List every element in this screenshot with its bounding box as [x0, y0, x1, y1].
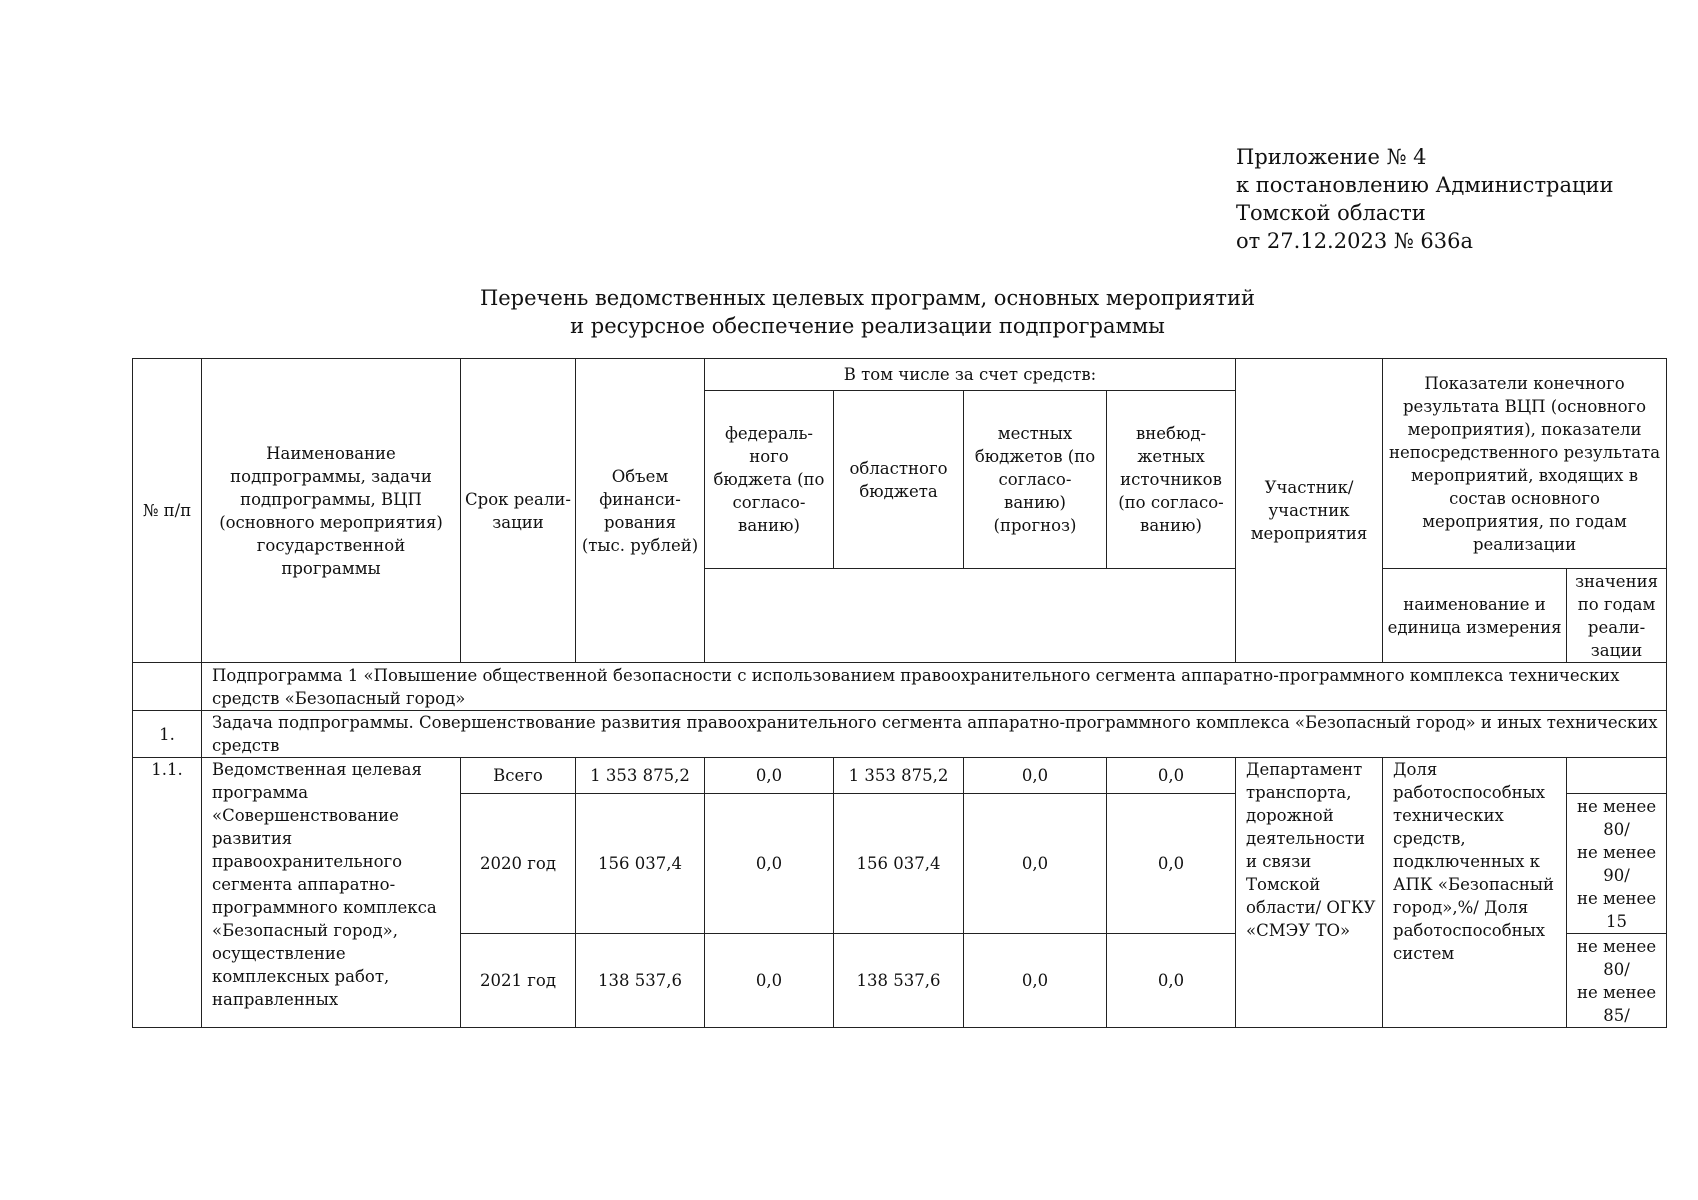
- document-title: [0, 284, 1698, 340]
- row-extra: 0,0: [1107, 794, 1236, 934]
- subprogram-row: Подпрограмма 1 «Повышение общественной безопасности с использованием правоохранительного сегмента аппаратно-программного комплекса технических средств «Безопасный город»: [202, 663, 1667, 711]
- row-volume: 138 537,6: [576, 934, 705, 1028]
- header-extra: внебюд-жетных источников (по согласо-ванию): [1107, 391, 1236, 569]
- header-regional: областного бюджета: [834, 391, 964, 569]
- row-local: 0,0: [964, 794, 1107, 934]
- header-participant: Участник/ участник мероприятия: [1236, 359, 1383, 663]
- row-values: [1567, 934, 1667, 1028]
- row-regional: 1 353 875,2: [834, 758, 964, 794]
- task-num: 1.: [133, 711, 202, 758]
- subprogram-num: [133, 663, 202, 711]
- appendix-line: к постановлению Администрации: [1236, 173, 1614, 197]
- appendix-line: Приложение № 4: [1236, 145, 1427, 169]
- header-num: № п/п: [133, 359, 202, 663]
- row-volume: 1 353 875,2: [576, 758, 705, 794]
- header-indicator-name: наименование и единица измерения: [1383, 569, 1567, 663]
- value-line: не менее: [1576, 982, 1657, 1002]
- header-name: Наименование подпрограммы, задачи подпрограммы, ВЦП (основного мероприятия) государственной программы: [202, 359, 461, 663]
- row-federal: 0,0: [705, 794, 834, 934]
- item-name: Ведомственная целевая программа «Совершенствование развития правоохранительного сегмента аппаратно-программного комплекса «Безопасный город», осуществление комплексных работ, направленных: [202, 758, 461, 1028]
- header-indicator-values: значения по годам реали-зации: [1567, 569, 1667, 663]
- program-table: [132, 358, 1667, 1028]
- row-regional: 138 537,6: [834, 934, 964, 1028]
- appendix-line: Томской области: [1236, 201, 1426, 225]
- header-federal: федераль-ного бюджета (по согласо-ванию): [705, 391, 834, 569]
- value-line: не менее: [1576, 888, 1657, 908]
- item-num: 1.1.: [133, 758, 202, 1028]
- row-term: Всего: [461, 758, 576, 794]
- value-line: 15: [1606, 911, 1628, 931]
- header-local: местных бюджетов (по согласо-ванию) (прогноз): [964, 391, 1107, 569]
- title-line: и ресурсное обеспечение реализации подпрограммы: [570, 314, 1165, 338]
- appendix-block: [1236, 143, 1614, 255]
- row-extra: 0,0: [1107, 758, 1236, 794]
- value-line: 85/: [1603, 1005, 1630, 1025]
- row-extra: 0,0: [1107, 934, 1236, 1028]
- row-local: 0,0: [964, 934, 1107, 1028]
- row-volume: 156 037,4: [576, 794, 705, 934]
- task-row: Задача подпрограммы. Совершенствование развития правоохранительного сегмента аппаратно-программного комплекса «Безопасный город» и иных технических средств: [202, 711, 1667, 758]
- item-participant: Департамент транспорта, дорожной деятельности и связи Томской области/ ОГКУ «СМЭУ ТО»: [1236, 758, 1383, 1028]
- value-line: 90/: [1603, 865, 1630, 885]
- row-term: 2020 год: [461, 794, 576, 934]
- row-federal: 0,0: [705, 934, 834, 1028]
- item-indicator: Доля работоспособных технических средств, подключенных к АПК «Безопасный город»,%/ Доля работоспособных систем: [1383, 758, 1567, 1028]
- header-term: Срок реали-зации: [461, 359, 576, 663]
- row-local: 0,0: [964, 758, 1107, 794]
- value-line: 80/: [1603, 959, 1630, 979]
- header-including: В том числе за счет средств:: [705, 359, 1236, 391]
- row-term: 2021 год: [461, 934, 576, 1028]
- row-values: [1567, 758, 1667, 794]
- header-indicators: Показатели конечного результата ВЦП (основного мероприятия), показатели непосредственного результата мероприятий, входящих в состав основного мероприятия, по годам реализации: [1383, 359, 1667, 569]
- title-line: Перечень ведомственных целевых программ, основных мероприятий: [479, 286, 1256, 310]
- appendix-line: от 27.12.2023 № 636а: [1236, 229, 1473, 253]
- value-line: не менее: [1576, 796, 1657, 816]
- value-line: не менее: [1576, 842, 1657, 862]
- header-volume: Объем финанси-рования (тыс. рублей): [576, 359, 705, 663]
- value-line: 80/: [1603, 819, 1630, 839]
- header-spacer: [705, 569, 1236, 663]
- row-federal: 0,0: [705, 758, 834, 794]
- row-values: [1567, 794, 1667, 934]
- value-line: не менее: [1576, 936, 1657, 956]
- row-regional: 156 037,4: [834, 794, 964, 934]
